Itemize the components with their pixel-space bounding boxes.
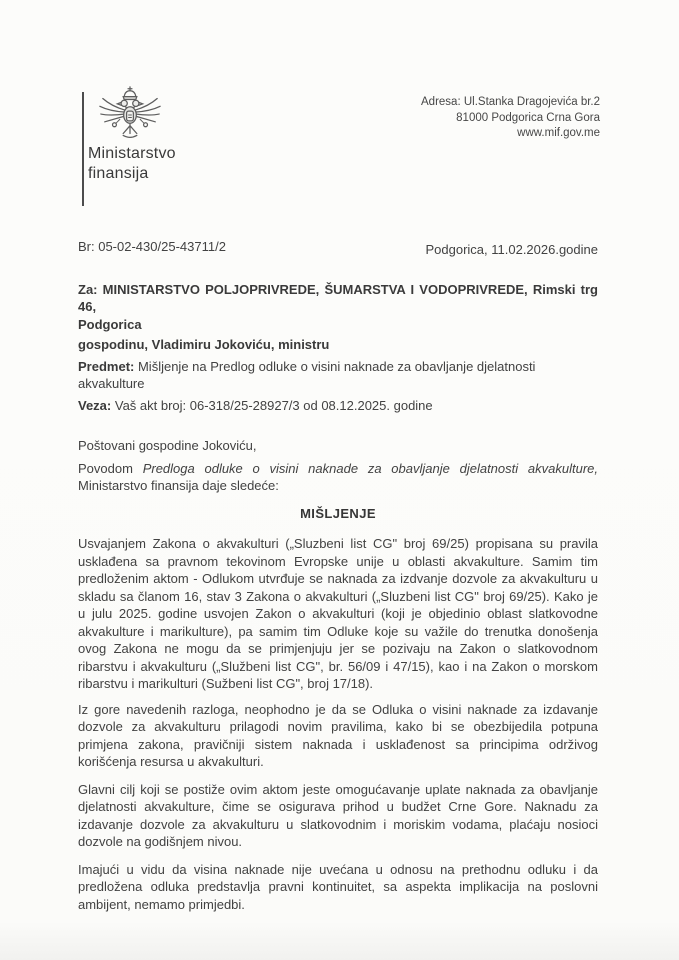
letterhead-address — [421, 95, 600, 142]
letter-content — [78, 232, 598, 913]
opinion-heading: MIŠLJENJE — [300, 505, 376, 521]
intro-suffix: Ministarstvo finansija daje sledeće: — [78, 478, 279, 493]
place-and-date: Podgorica, 11.02.2026.godine — [425, 242, 598, 257]
subject-text: Mišljenje na Predlog odluke o visini naknade za obavljanje djelatnosti akvakulture — [78, 358, 536, 391]
body-paragraph: Glavni cilj koji se postiže ovim aktom jeste omogućavanje uplate naknada za obavljanje djelatnosti akvakulture, čime se osigurava prihod u budžet Crne Gore. Naknadu za izdavanje dozvole za akvakulturu u slatkovodnim i moriskim vodama, plaćaju nosioci dozvole na godišnjem nivou. — [78, 781, 598, 849]
reference-row — [78, 238, 598, 256]
letterhead-divider-bar — [82, 92, 84, 206]
subject-line — [78, 358, 598, 393]
intro-italic-title: Predloga odluke o visini naknade za obavljanje djelatnosti akvakulture, — [142, 460, 598, 476]
intro-paragraph — [78, 460, 598, 495]
montenegro-coat-of-arms-icon — [96, 84, 164, 148]
intro-prefix: Povodom — [78, 460, 143, 476]
reference-number: Br: 05-02-430/25-43711/2 — [78, 239, 226, 254]
address-website: www.mif.gov.me — [517, 127, 600, 139]
body-paragraph: Iz gore navedenih razloga, neophodno je da se Odluka o visini naknade za izdavanje dozvole za akvakulturu prilagodi novim pravilima, kako bi se obezbijedila potpuna primjena zakona, pravičniji sistem naknada i usklađenost sa principima održivog korišćenja resursa u akvakulturi. — [78, 701, 598, 769]
org-name — [88, 144, 176, 184]
reference-doc-text: Vaš akt broj: 06-318/25-28927/3 od 08.12.2025. godine — [111, 397, 433, 413]
salutation: Poštovani gospodine Jokoviću, — [78, 438, 257, 453]
org-name-line1: Ministarstvo — [88, 145, 176, 162]
address-line: 81000 Podgorica Crna Gora — [456, 111, 600, 124]
recipient-city: Podgorica — [78, 316, 142, 332]
body-paragraph: Usvajanjem Zakona o akvakulturi („Sluzbeni list CG" broj 69/25) propisana su pravila usklađena sa pravnom tekovinom Evropske unije u oblasti akvakulture. Samim tim predloženim aktom - Odlukom utvrđuje se naknada za izdvanje dozvole za akvakulturu u skladu sa članom 16, stav 3 Zakona o akvakulturi („Sluzbeni list CG" broj 69/25). Kako je u julu 2025. godine usvojen Zakon o akvakulturi (koji je objedinio oblast slatkovodne akvakulture i marikulture), pa samim tim Odluke koje su važile do trenutka donošenja ovog Zakona ne mogu da se primjenjuju jer se pozivaju na Zakon o slatkovodnom ribarstvu i akvakulturu („Službeni list CG", br. 56/09 i 47/15), kao i na Zakon o morskom ribarstvu i marikulturi (Sužbeni list CG", broj 17/18). — [78, 536, 598, 691]
reference-doc-label: Veza: — [78, 397, 112, 413]
recipient-person-line: gospodinu, Vladimiru Jokoviću, ministru — [78, 337, 330, 352]
body-paragraph: Imajući u vidu da visina naknade nije uvećana u odnosu na prethodnu odluku i da predložena odluka predstavlja pravni kontinuitet, sa aspekta implikacija na poslovni ambijent, nemamo primjedbi. — [78, 861, 598, 912]
recipient-org: Za: MINISTARSTVO POLJOPRIVREDE, ŠUMARSTVA I VODOPRIVREDE, Rimski trg 46, — [78, 281, 598, 314]
reference-doc-line — [78, 397, 598, 415]
org-name-line2: finansija — [88, 165, 149, 182]
address-line: Adresa: Ul.Stanka Dragojevića br.2 — [421, 96, 600, 108]
recipient-line — [78, 281, 598, 334]
subject-label: Predmet: — [78, 358, 135, 374]
